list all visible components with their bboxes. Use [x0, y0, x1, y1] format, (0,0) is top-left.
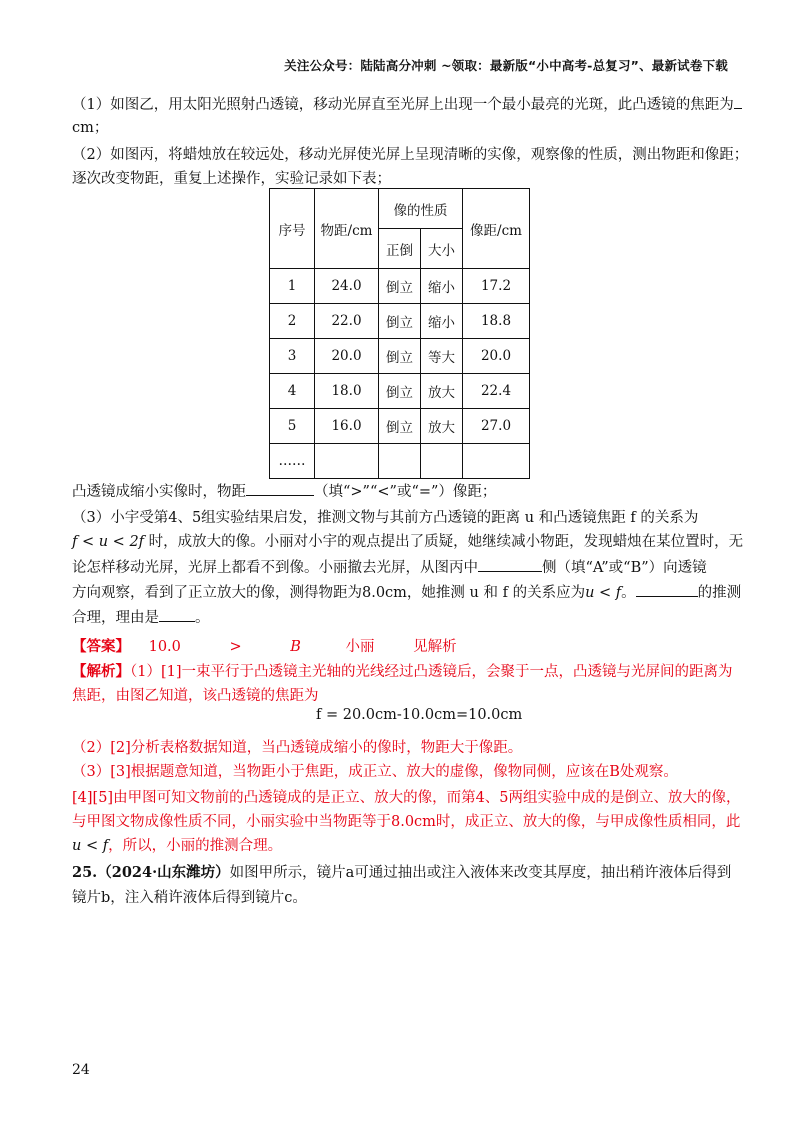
- header-index: 序号: [270, 189, 315, 269]
- focal-length-formula: f = 20.0cm-10.0cm=10.0cm: [316, 707, 523, 723]
- q3-line4: 方向观察，看到了正立放大的像，测得物距为8.0cm，她推测 u 和 f 的关系应为u < f。 的推测: [72, 582, 741, 603]
- table-row: ……: [270, 444, 530, 479]
- q1-line1: （1）如图乙，用太阳光照射凸透镜，移动光屏直至光屏上出现一个最小最亮的光斑，此凸透镜的焦距为: [72, 94, 742, 115]
- q1-line2: cm；: [72, 120, 109, 136]
- q25-line1: 25.（2024·山东潍坊）如图甲所示，镜片a可通过抽出或注入液体来改变其厚度，抽出稍许液体后得到: [72, 864, 732, 881]
- analysis-line4: （3）[3]根据题意知道，当物距小于焦距，成正立、放大的虚像，像物同侧，应该在B处观察。: [72, 764, 678, 780]
- header-orientation: 正倒: [379, 229, 421, 269]
- q2b-line: 凸透镜成缩小实像时，物距 （填“>”“<”或“=”）像距；: [72, 481, 496, 502]
- table-row: 5 16.0 倒立 放大 27.0: [270, 409, 530, 444]
- analysis-line3: （2）[2]分析表格数据知道，当凸透镜成缩小的像时，物距大于像距。: [72, 740, 523, 756]
- q2-line1: （2）如图丙，将蜡烛放在较远处，移动光屏使光屏上呈现清晰的实像，观察像的性质，测出物距和像距；: [72, 147, 749, 163]
- header-size: 大小: [421, 229, 463, 269]
- header-image-nature: 像的性质: [379, 189, 463, 229]
- analysis-line7: u < f，所以，小丽的推测合理。: [72, 838, 283, 854]
- q25-line2: 镜片b，注入稍许液体后得到镜片c。: [72, 890, 307, 906]
- table-row: 1 24.0 倒立 缩小 17.2: [270, 269, 530, 304]
- analysis-line1: 【解析】（1）[1]一束平行于凸透镜主光轴的光线经过凸透镜后，会聚于一点，凸透镜与光屏间的距离为: [72, 663, 733, 680]
- answer-blank[interactable]: [636, 582, 698, 597]
- q3-line3: 论怎样移动光屏，光屏上都看不到像。小丽撤去光屏，从图丙中 侧（填“A”或“B”）向透镜: [72, 557, 707, 578]
- answer-blank[interactable]: [246, 481, 314, 496]
- page-number: 24: [72, 1062, 90, 1078]
- answer-blank[interactable]: [478, 557, 542, 572]
- analysis-line5: [4][5]由甲图可知文物前的凸透镜成的是正立、放大的像，而第4、5两组实验中成的是倒立、放大的像，: [72, 790, 741, 806]
- header-image-distance: 像距/cm: [463, 189, 530, 269]
- analysis-line6: 与甲图文物成像性质不同，小丽实验中当物距等于8.0cm时，成正立、放大的像，与甲成像性质相同，此: [72, 814, 741, 830]
- table-row: 4 18.0 倒立 放大 22.4: [270, 374, 530, 409]
- table-row: 2 22.0 倒立 缩小 18.8: [270, 304, 530, 339]
- page-header: 关注公众号：陆陆高分冲刺 ~领取：最新版“小中高考-总复习”、最新试卷下载: [284, 58, 728, 73]
- answer-blank[interactable]: [159, 607, 195, 622]
- answer-blank[interactable]: [734, 94, 742, 109]
- q2-line2: 逐次改变物距，重复上述操作，实验记录如下表；: [72, 171, 391, 187]
- header-object-distance: 物距/cm: [315, 189, 379, 269]
- answer-line: 【答案】 10.0 > B 小丽 见解析: [72, 638, 457, 655]
- experiment-table: [269, 188, 530, 479]
- table-row: 3 20.0 倒立 等大 20.0: [270, 339, 530, 374]
- q3-line2: f < u < 2f 时，成放大的像。小丽对小宇的观点提出了质疑，她继续减小物距，发现蜡烛在某位置时，无: [72, 534, 744, 550]
- analysis-line2: 焦距，由图乙知道，该凸透镜的焦距为: [72, 688, 319, 704]
- q3-line5: 合理，理由是 。: [72, 607, 210, 628]
- q3-line1: （3）小宇受第4、5组实验结果启发，推测文物与其前方凸透镜的距离 u 和凸透镜焦距 f 的关系为: [72, 510, 699, 526]
